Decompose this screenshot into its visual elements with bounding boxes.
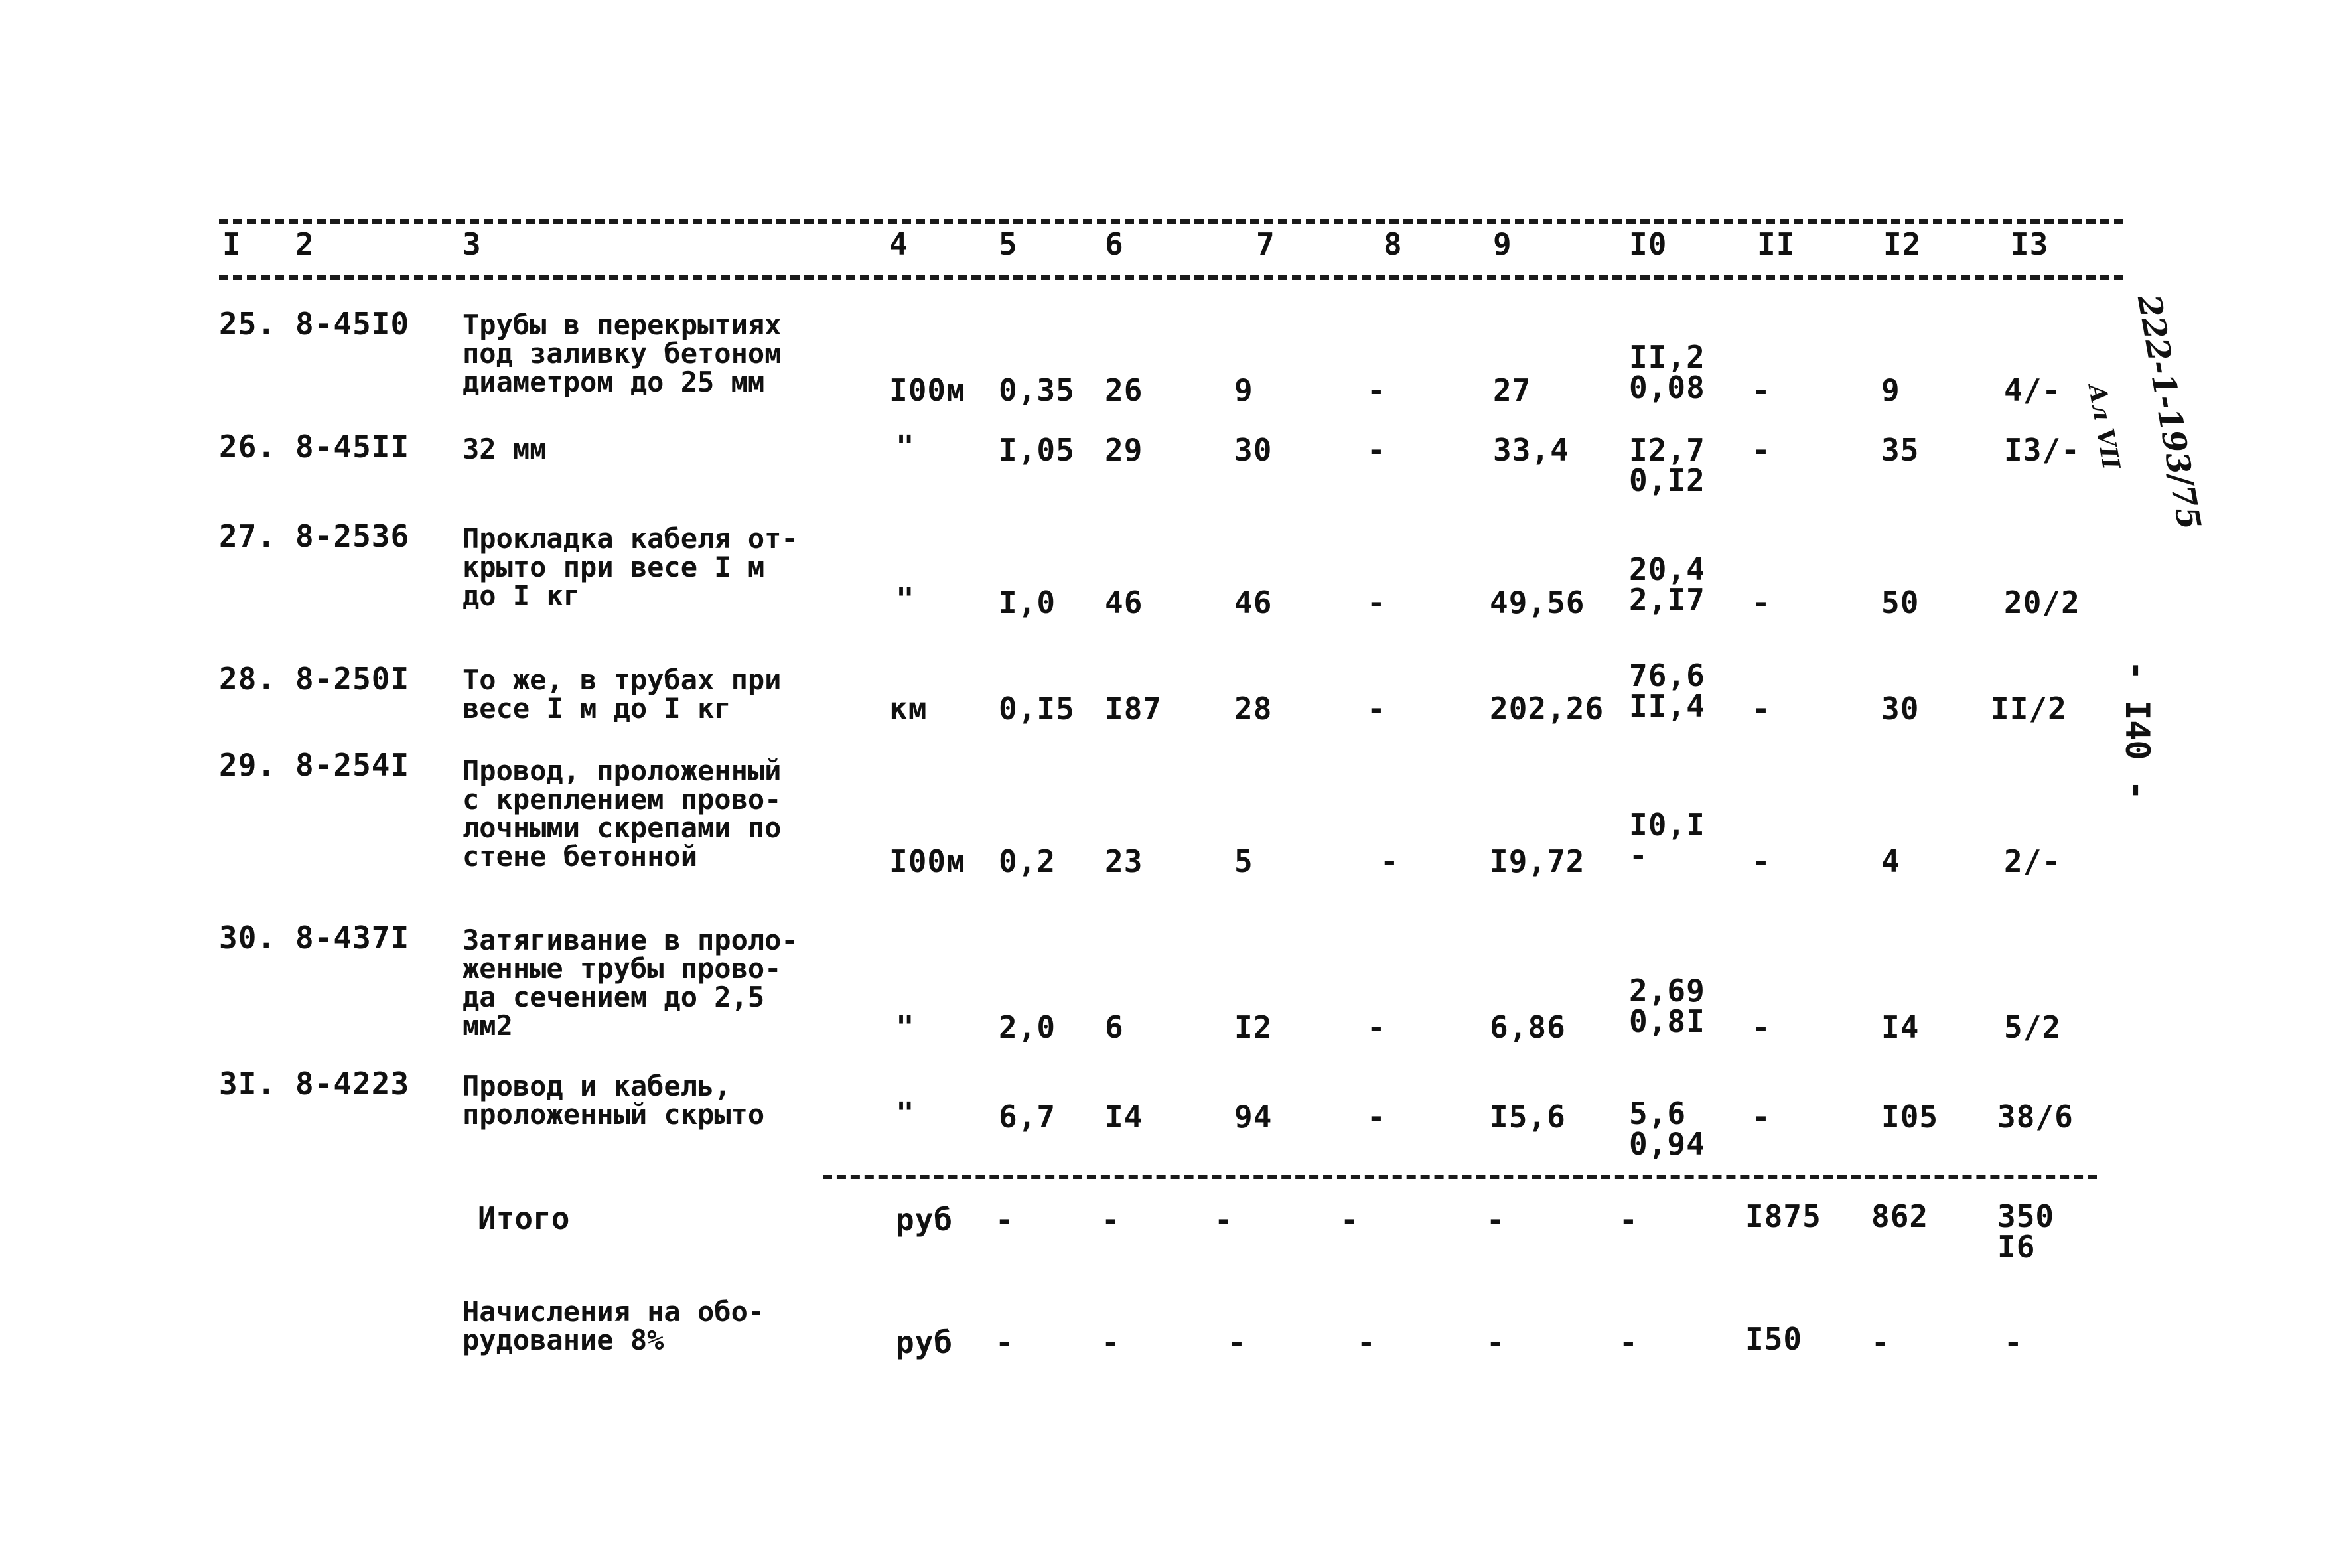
row-col11: - [1752, 372, 1771, 408]
row-unit: " [896, 581, 915, 617]
row-col10: I2,7 0,I2 [1629, 432, 1705, 498]
row-col5: I,05 [999, 432, 1075, 468]
row-col8: - [1367, 372, 1386, 408]
charges-col9: - [1486, 1324, 1506, 1360]
total-label: Итого [478, 1200, 570, 1236]
document-code-annotation: 222-1-193/75 [2129, 292, 2208, 533]
row-code: 8-4223 [295, 1066, 410, 1102]
row-col7: 30 [1234, 432, 1273, 468]
header-col-12: I2 [1883, 226, 1922, 262]
total-unit: руб [896, 1202, 954, 1238]
charges-col11: I50 [1745, 1321, 1803, 1357]
row-col8: - [1367, 1009, 1386, 1045]
total-col5: - [995, 1202, 1015, 1238]
row-col7: 9 [1234, 372, 1253, 408]
row-num: 26. [219, 429, 277, 464]
row-col13: 5/2 [2004, 1009, 2062, 1045]
total-col10: - [1619, 1202, 1638, 1238]
row-description: 32 мм [463, 433, 547, 465]
row-unit: км [889, 691, 928, 727]
header-col-5: 5 [999, 226, 1018, 262]
row-col8: - [1367, 432, 1386, 468]
row-code: 8-437I [295, 920, 410, 956]
row-col6: 46 [1105, 585, 1143, 620]
row-col12: 35 [1881, 432, 1920, 468]
row-unit: I00м [889, 843, 965, 879]
header-col-7: 7 [1256, 226, 1275, 262]
row-col9: 49,56 [1490, 585, 1585, 620]
row-num: 27. [219, 518, 277, 554]
row-col7: I2 [1234, 1009, 1273, 1045]
row-col11: - [1752, 843, 1771, 879]
total-col11: I875 [1745, 1198, 1821, 1234]
row-col7: 46 [1234, 585, 1273, 620]
row-col9: 6,86 [1490, 1009, 1566, 1045]
row-col6: I4 [1105, 1099, 1143, 1135]
row-description: Провод и кабель, проложенный скрыто [463, 1070, 765, 1131]
row-col6: 6 [1105, 1009, 1124, 1045]
total-col7: - [1214, 1202, 1234, 1238]
total-col8: - [1340, 1202, 1360, 1238]
row-col10: II,2 0,08 [1629, 339, 1705, 405]
charges-label: Начисления на обо- рудование 8% [463, 1295, 765, 1356]
document-code-sub-annotation: Ал VII [2082, 382, 2125, 472]
row-col11: - [1752, 1099, 1771, 1135]
charges-col6: - [1102, 1324, 1121, 1360]
row-code: 8-45II [295, 429, 410, 464]
charges-col13: - [2004, 1324, 2023, 1360]
row-col13: II/2 [1991, 691, 2067, 727]
row-col13: 38/6 [1997, 1099, 2074, 1135]
row-col13: 2/- [2004, 843, 2062, 879]
row-col12: 9 [1881, 372, 1900, 408]
row-col11: - [1752, 1009, 1771, 1045]
row-description: То же, в трубах при весе I м до I кг [463, 664, 782, 725]
row-col7: 28 [1234, 691, 1273, 727]
totals-rule [823, 1175, 2097, 1179]
row-col5: 0,35 [999, 372, 1075, 408]
row-col12: 50 [1881, 585, 1920, 620]
total-col12: 862 [1871, 1198, 1929, 1234]
header-col-2: 2 [295, 226, 315, 262]
header-bottom-rule [219, 275, 2123, 280]
row-col9: 27 [1493, 372, 1532, 408]
row-col12: I4 [1881, 1009, 1920, 1045]
row-col12: I05 [1881, 1099, 1939, 1135]
row-col9: 202,26 [1490, 691, 1604, 727]
header-col-4: 4 [889, 226, 908, 262]
row-col8: - [1380, 843, 1399, 879]
charges-col10: - [1619, 1324, 1638, 1360]
header-col-9: 9 [1493, 226, 1512, 262]
row-col5: 0,I5 [999, 691, 1075, 727]
row-code: 8-254I [295, 747, 410, 783]
row-col9: I9,72 [1490, 843, 1585, 879]
row-col13: I3/- [2004, 432, 2080, 468]
header-col-1: I [222, 226, 242, 262]
row-col9: I5,6 [1490, 1099, 1566, 1135]
row-code: 8-45I0 [295, 306, 410, 342]
row-col10: 2,69 0,8I [1629, 973, 1705, 1039]
row-col5: 6,7 [999, 1099, 1056, 1135]
charges-col7: - [1228, 1324, 1247, 1360]
row-col5: 0,2 [999, 843, 1056, 879]
charges-unit: руб [896, 1324, 954, 1360]
row-unit: I00м [889, 372, 965, 408]
charges-col8: - [1357, 1324, 1376, 1360]
row-col10: I0,I - [1629, 807, 1705, 873]
row-col8: - [1367, 1099, 1386, 1135]
total-col9: - [1486, 1202, 1506, 1238]
row-col10: 5,6 0,94 [1629, 1096, 1705, 1162]
row-col11: - [1752, 691, 1771, 727]
row-col13: 20/2 [2004, 585, 2080, 620]
row-col6: 23 [1105, 843, 1143, 879]
row-description: Провод, проложенный с креплением прово- лочными скрепами по стене бетонной [463, 754, 782, 873]
row-num: 3I. [219, 1066, 277, 1102]
header-col-3: 3 [463, 226, 482, 262]
row-col12: 4 [1881, 843, 1900, 879]
page-number: - I40 - [2118, 660, 2157, 800]
row-col11: - [1752, 432, 1771, 468]
row-col10: 76,6 II,4 [1629, 658, 1705, 724]
row-col6: 29 [1105, 432, 1143, 468]
total-col13: 350 I6 [1997, 1198, 2055, 1265]
header-col-10: I0 [1629, 226, 1668, 262]
row-col5: 2,0 [999, 1009, 1056, 1045]
row-col8: - [1367, 691, 1386, 727]
row-col6: I87 [1105, 691, 1163, 727]
row-unit: " [896, 1009, 915, 1045]
header-top-rule [219, 219, 2123, 224]
row-num: 29. [219, 747, 277, 783]
row-unit: " [896, 429, 915, 464]
total-col6: - [1102, 1202, 1121, 1238]
row-num: 25. [219, 306, 277, 342]
row-col8: - [1367, 585, 1386, 620]
row-col11: - [1752, 585, 1771, 620]
charges-col12: - [1871, 1324, 1890, 1360]
row-col9: 33,4 [1493, 432, 1569, 468]
row-col7: 5 [1234, 843, 1253, 879]
row-description: Прокладка кабеля от- крыто при весе I м до I кг [463, 522, 798, 612]
header-col-8: 8 [1384, 226, 1403, 262]
header-col-6: 6 [1105, 226, 1124, 262]
row-code: 8-250I [295, 661, 410, 697]
row-unit: " [896, 1096, 915, 1131]
row-col5: I,0 [999, 585, 1056, 620]
row-col12: 30 [1881, 691, 1920, 727]
row-description: Затягивание в проло- женные трубы прово- да сечением до 2,5 мм2 [463, 924, 798, 1042]
charges-col5: - [995, 1324, 1015, 1360]
row-num: 30. [219, 920, 277, 956]
row-col13: 4/- [2004, 372, 2062, 408]
row-num: 28. [219, 661, 277, 697]
row-description: Трубы в перекрытиях под заливку бетоном диаметром до 25 мм [463, 309, 782, 398]
row-col10: 20,4 2,I7 [1629, 551, 1705, 618]
header-col-13: I3 [2011, 226, 2049, 262]
row-col7: 94 [1234, 1099, 1273, 1135]
header-col-11: II [1757, 226, 1796, 262]
row-col6: 26 [1105, 372, 1143, 408]
row-code: 8-2536 [295, 518, 410, 554]
